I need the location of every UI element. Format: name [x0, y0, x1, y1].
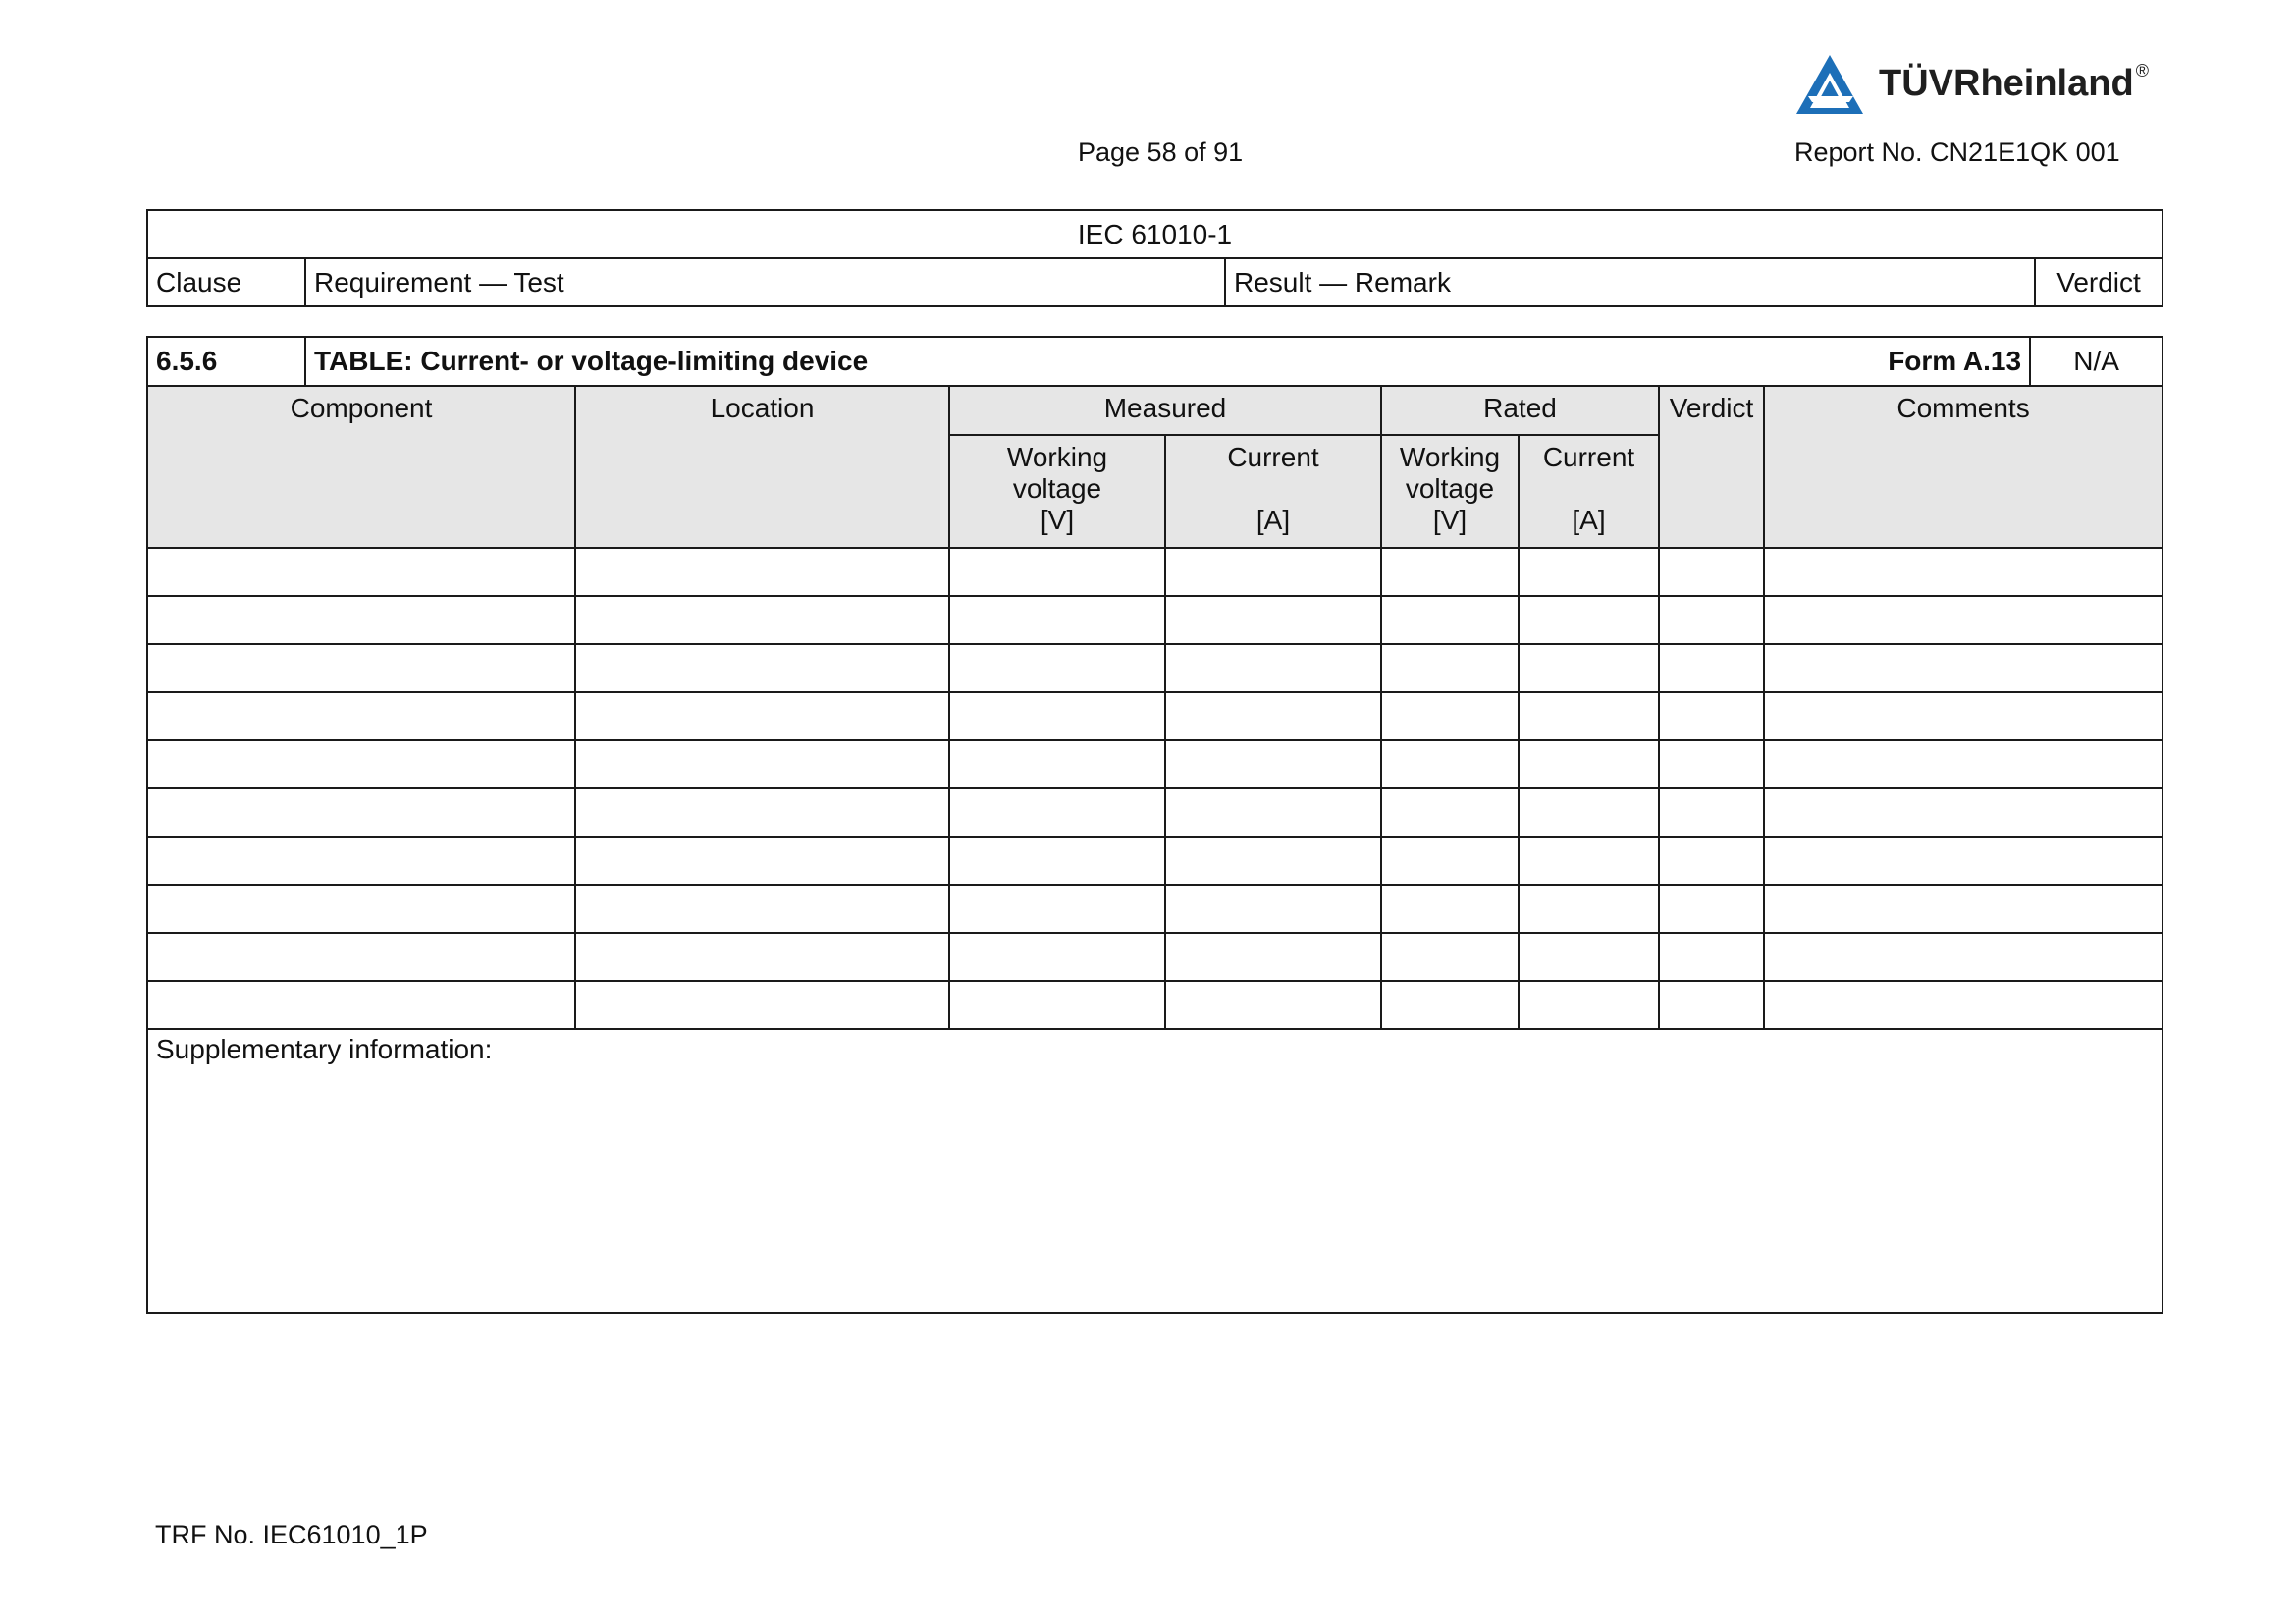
table-cell [949, 596, 1165, 644]
table-cell [949, 548, 1165, 596]
table-cell [1165, 740, 1381, 788]
table-cell [1659, 788, 1764, 837]
logo-text: TÜVRheinland [1879, 63, 2134, 104]
col-result: Result — Remark [1225, 258, 2035, 306]
table-cell [1659, 692, 1764, 740]
table-cell [1381, 981, 1519, 1029]
table-cell [1519, 644, 1659, 692]
table-cell [1381, 644, 1519, 692]
rated-current-label: Current [1542, 442, 1635, 472]
table-cell [147, 981, 575, 1029]
table-row [147, 837, 2163, 885]
table-row [147, 692, 2163, 740]
supplementary-information: Supplementary information: [147, 1029, 2163, 1313]
table-cell [1165, 981, 1381, 1029]
table-cell [1519, 548, 1659, 596]
table-cell [949, 981, 1165, 1029]
table-row [147, 981, 2163, 1029]
triangle-logo-icon [1794, 51, 1865, 118]
table-cell [575, 740, 949, 788]
table-row [147, 740, 2163, 788]
table-cell [1659, 981, 1764, 1029]
report-number: Report No. CN21E1QK 001 [1794, 137, 2120, 167]
table-cell [1519, 885, 1659, 933]
measured-voltage-label-1: Working [1006, 442, 1108, 472]
table-cell [1519, 788, 1659, 837]
table-cell [949, 644, 1165, 692]
table-cell [147, 596, 575, 644]
table-cell [1165, 837, 1381, 885]
table-cell [1381, 692, 1519, 740]
table-cell [949, 933, 1165, 981]
table-cell [1519, 981, 1659, 1029]
table-cell [1764, 788, 2163, 837]
table-cell [1764, 596, 2163, 644]
table-cell [1659, 596, 1764, 644]
table-cell [147, 548, 575, 596]
table-cell [1165, 788, 1381, 837]
header-rated: Rated [1381, 386, 1659, 435]
table-cell [1764, 837, 2163, 885]
table-row [147, 933, 2163, 981]
header-measured: Measured [949, 386, 1381, 435]
page-number: Page 58 of 91 [1078, 137, 1244, 167]
tuv-rheinland-logo [1794, 51, 2148, 120]
table-cell [949, 692, 1165, 740]
table-cell [1519, 837, 1659, 885]
table-cell [1519, 692, 1659, 740]
rated-voltage-label-2: voltage [1405, 473, 1495, 504]
current-limiting-device-table [146, 336, 2163, 1314]
table-cell [1764, 933, 2163, 981]
table-cell [575, 548, 949, 596]
table-cell [1764, 885, 2163, 933]
logo-registered-mark: ® [2135, 61, 2149, 81]
table-cell [1764, 740, 2163, 788]
measured-voltage-unit: [V] [1040, 505, 1075, 535]
col-requirement: Requirement — Test [305, 258, 1225, 306]
header-location: Location [575, 386, 949, 548]
section-title-cell [305, 337, 2030, 386]
standard-header-table [146, 209, 2163, 307]
rated-voltage-unit: [V] [1432, 505, 1468, 535]
table-row [147, 548, 2163, 596]
table-cell [1165, 885, 1381, 933]
rated-voltage-label-1: Working [1399, 442, 1501, 472]
table-cell [575, 885, 949, 933]
table-cell [1381, 933, 1519, 981]
header-rated-current [1519, 435, 1659, 548]
header-verdict: Verdict [1659, 386, 1764, 548]
table-cell [147, 692, 575, 740]
measured-voltage-label-2: voltage [1012, 473, 1102, 504]
table-cell [1381, 740, 1519, 788]
col-clause: Clause [147, 258, 305, 306]
table-cell [1381, 548, 1519, 596]
table-cell [575, 933, 949, 981]
table-cell [1659, 740, 1764, 788]
table-cell [949, 885, 1165, 933]
table-cell [1659, 885, 1764, 933]
table-cell [1165, 692, 1381, 740]
table-cell [147, 885, 575, 933]
table-cell [1659, 933, 1764, 981]
table-cell [147, 740, 575, 788]
table-cell [575, 837, 949, 885]
form-number: Form A.13 [1888, 346, 2022, 376]
section-clause: 6.5.6 [147, 337, 305, 386]
table-row [147, 788, 2163, 837]
table-cell [575, 644, 949, 692]
table-cell [1519, 596, 1659, 644]
table-cell [147, 644, 575, 692]
standard-name: IEC 61010-1 [147, 210, 2163, 258]
table-cell [949, 788, 1165, 837]
measured-current-label: Current [1227, 442, 1319, 472]
table-cell [575, 981, 949, 1029]
table-row [147, 596, 2163, 644]
header-rated-working-voltage [1381, 435, 1519, 548]
table-cell [1659, 644, 1764, 692]
rated-current-unit: [A] [1572, 505, 1606, 535]
header-comments: Comments [1764, 386, 2163, 548]
trf-number: TRF No. IEC61010_1P [155, 1520, 428, 1549]
table-cell [1381, 788, 1519, 837]
table-cell [147, 837, 575, 885]
header-measured-current [1165, 435, 1381, 548]
section-verdict: N/A [2030, 337, 2163, 386]
table-cell [1165, 933, 1381, 981]
table-cell [575, 596, 949, 644]
table-cell [1381, 596, 1519, 644]
table-cell [1764, 644, 2163, 692]
header-component: Component [147, 386, 575, 548]
table-cell [575, 788, 949, 837]
table-cell [575, 692, 949, 740]
table-cell [1764, 981, 2163, 1029]
table-cell [1764, 548, 2163, 596]
table-cell [1381, 885, 1519, 933]
logo-wordmark [1879, 63, 2149, 105]
table-cell [949, 740, 1165, 788]
header-measured-working-voltage [949, 435, 1165, 548]
table-cell [1165, 644, 1381, 692]
table-cell [147, 933, 575, 981]
table-cell [1519, 933, 1659, 981]
table-cell [1659, 548, 1764, 596]
table-cell [1659, 837, 1764, 885]
table-cell [1519, 740, 1659, 788]
table-row [147, 644, 2163, 692]
table-cell [1165, 596, 1381, 644]
col-verdict: Verdict [2035, 258, 2163, 306]
section-title: TABLE: Current- or voltage-limiting device [314, 346, 869, 376]
table-cell [1764, 692, 2163, 740]
table-row [147, 885, 2163, 933]
table-cell [949, 837, 1165, 885]
table-cell [1165, 548, 1381, 596]
table-cell [1381, 837, 1519, 885]
table-cell [147, 788, 575, 837]
measured-current-unit: [A] [1255, 505, 1291, 535]
